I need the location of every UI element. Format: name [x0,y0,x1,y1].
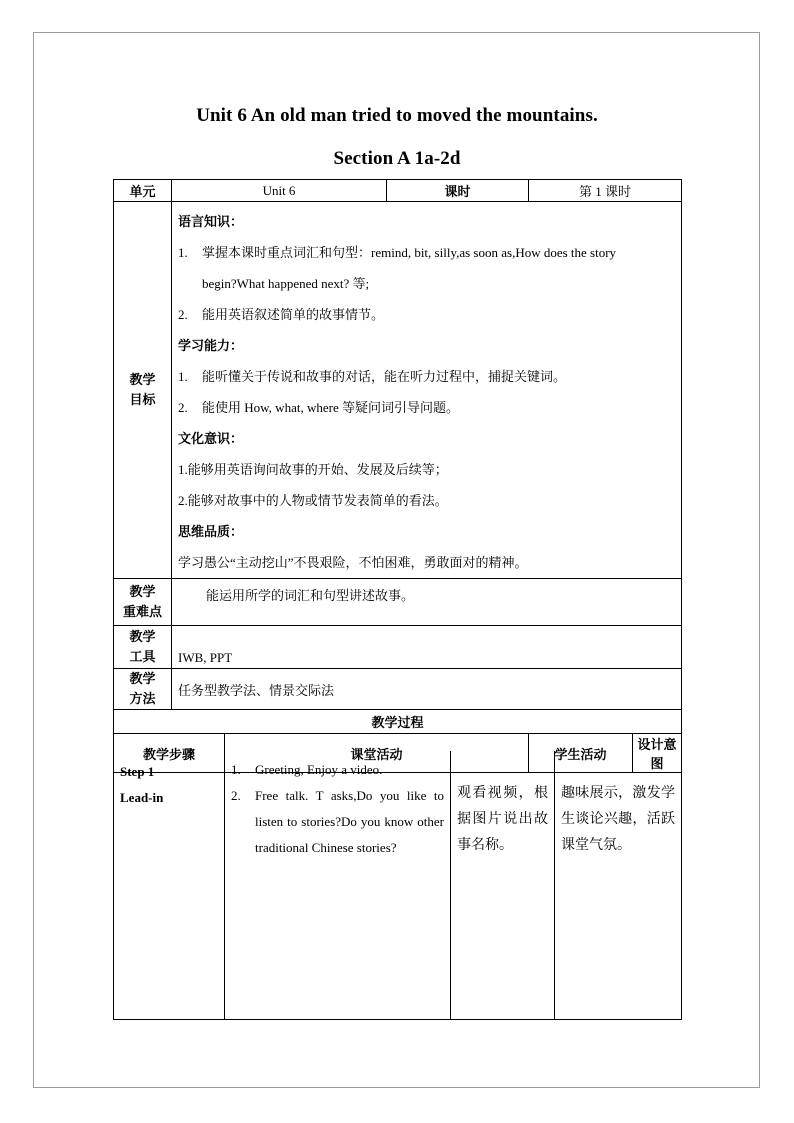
objectives-row [114,202,682,579]
knowledge-1-continued: begin?What happened next? 等; [202,276,370,291]
period-label: 课时 [387,180,529,202]
tools-label-line2: 工具 [129,649,156,664]
objectives-label-line1: 教学 [129,372,156,387]
methods-value: 任务型教学法、情景交际法 [172,669,682,710]
tools-row [114,626,682,669]
knowledge-2-num: 2. [178,307,188,322]
ability-2-text: 能使用 How, what, where 等疑问词引导问题。 [202,400,459,415]
period-value: 第 1 课时 [529,180,682,202]
unit-value: Unit 6 [172,180,387,202]
process-step-row [114,751,682,1019]
culture-1-text: 1.能够用英语询问故事的开始、发展及后续等； [178,462,448,477]
tools-label-line1: 教学 [129,629,156,644]
objectives-label-line2: 目标 [129,392,156,407]
ability-1-text: 能听懂关于传说和故事的对话，能在听力过程中，捕捉关键词。 [202,369,567,384]
key-points-label-line1: 教学 [129,584,156,599]
activity-item [231,757,444,783]
col-steps: 教学步骤 [114,734,225,773]
objectives-content [172,202,682,579]
document-subtitle: Section A 1a-2d [333,148,461,169]
methods-row [114,669,682,710]
step-number: Step 1 [120,764,155,779]
knowledge-1-text: 掌握本课时重点词汇和句型：remind, bit, silly,as soon as,How does the story [202,245,617,260]
lesson-plan-table [113,179,682,773]
knowledge-2-text: 能用英语叙述简单的故事情节。 [202,307,385,322]
col-student: 学生活动 [529,734,633,773]
activity-item [231,783,444,861]
key-points-label-line2: 重难点 [122,604,162,619]
thinking-heading: 思维品质： [178,524,244,539]
tools-value: IWB, PPT [172,626,682,669]
knowledge-1-num: 1. [178,245,188,260]
key-points-label [114,579,172,626]
ability-2-num: 2. [178,400,188,415]
activity-1-num: 1. [231,762,241,777]
activity-1-text: Greeting, Enjoy a video. [255,762,383,777]
culture-2-text: 2.能够对故事中的人物或情节发表简单的看法。 [178,493,448,508]
unit-label: 单元 [114,180,172,202]
activity-cell [225,751,451,1019]
col-design: 设计意图 [633,734,682,773]
design-intent-cell: 趣味展示，激发学生谈论兴趣，活跃课堂气氛。 [555,751,682,1019]
student-activity-cell: 观看视频，根据图片说出故事名称。 [451,751,555,1019]
methods-label-line2: 方法 [129,691,156,706]
document-title: Unit 6 An old man tried to moved the mountains. [196,105,598,126]
objectives-label [114,202,172,579]
header-row [114,180,682,202]
knowledge-heading: 语言知识： [178,214,244,229]
process-heading: 教学过程 [114,710,682,734]
thinking-1-text: 学习愚公“主动挖山”不畏艰险，不怕困难，勇敢面对的精神。 [178,555,528,570]
activity-2-text: Free talk. T asks,Do you like to listen to stories?Do you know other traditional Chinese stories? [255,788,444,855]
process-body-table [113,751,682,1020]
methods-label-line1: 教学 [129,671,156,686]
ability-heading: 学习能力： [178,338,244,353]
activity-2-num: 2. [231,788,241,803]
process-heading-row [114,710,682,734]
tools-label [114,626,172,669]
ability-1-num: 1. [178,369,188,384]
key-points-row [114,579,682,626]
step-name: Lead-in [120,790,164,805]
methods-label [114,669,172,710]
col-activity: 课堂活动 [225,734,529,773]
step-cell [114,751,225,1019]
key-points-value: 能运用所学的词汇和句型讲述故事。 [172,579,682,626]
culture-heading: 文化意识： [178,431,244,446]
